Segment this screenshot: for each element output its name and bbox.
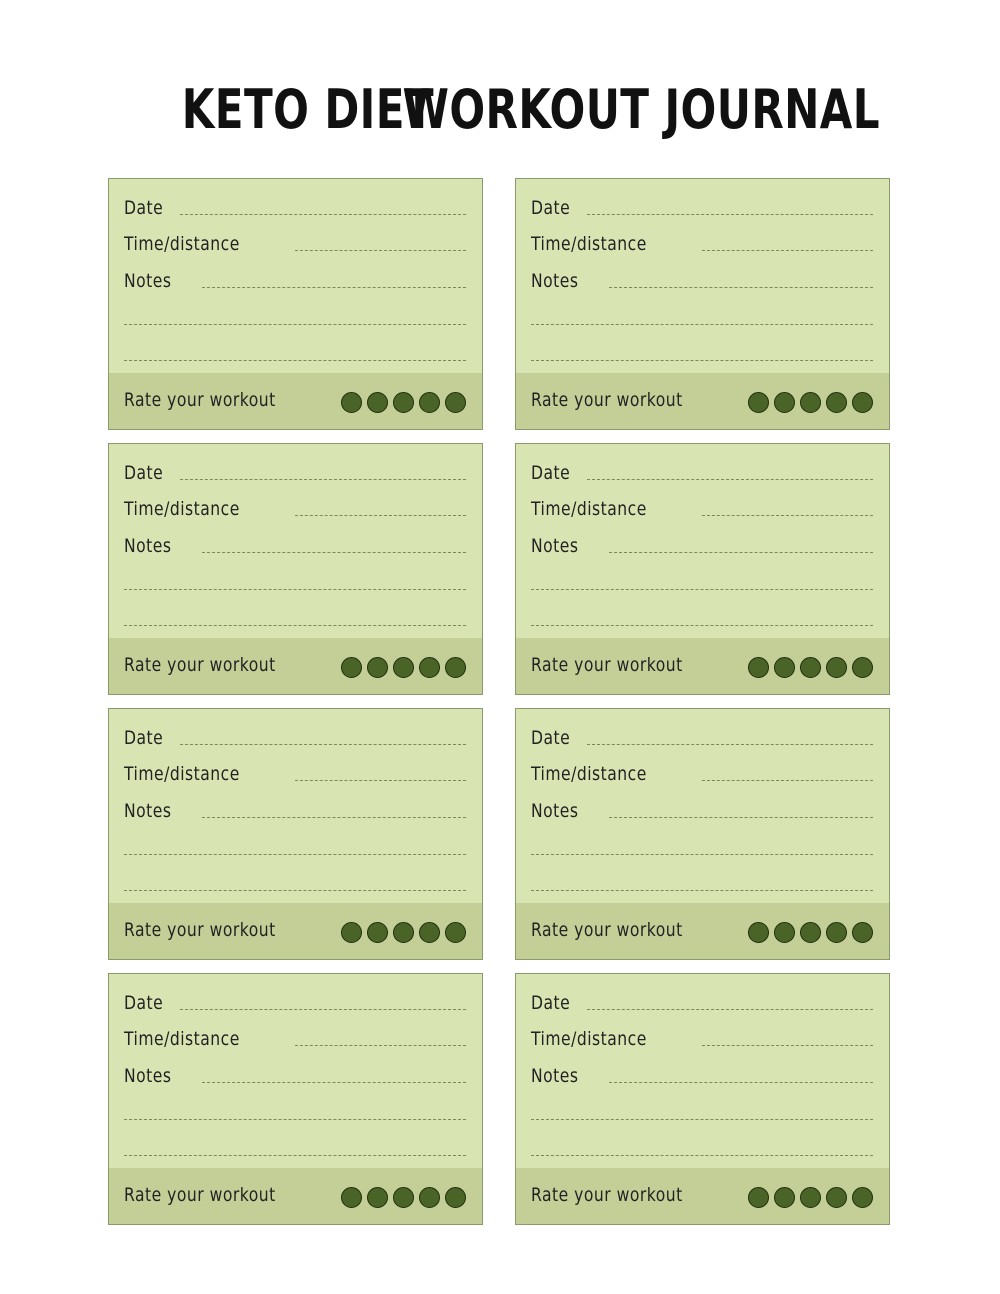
rate-workout-bar [516,1168,889,1224]
rating-dot[interactable] [852,657,873,678]
rate-workout-label: Rate your workout [124,1184,276,1206]
rating-dot[interactable] [393,392,414,413]
rating-dot[interactable] [341,392,362,413]
time-distance-line[interactable] [295,1045,466,1046]
time-distance-row [124,1028,466,1050]
date-row [531,462,873,484]
time-distance-row [531,763,873,785]
workout-entry-card [108,973,483,1225]
date-label: Date [124,197,164,219]
notes-extra-line[interactable] [531,625,873,626]
rate-workout-bar [516,373,889,429]
date-row [124,197,466,219]
rating-dot[interactable] [419,922,440,943]
rating-dot[interactable] [393,1187,414,1208]
time-distance-line[interactable] [702,1045,873,1046]
date-line[interactable] [180,744,466,745]
notes-extra-line[interactable] [531,1119,873,1120]
workout-entry-card [108,178,483,430]
rating-dot[interactable] [774,657,795,678]
rating-dot[interactable] [826,1187,847,1208]
time-distance-row [531,1028,873,1050]
time-distance-line[interactable] [702,250,873,251]
rating-dot[interactable] [445,922,466,943]
notes-extra-line[interactable] [124,589,466,590]
notes-extra-line[interactable] [124,890,466,891]
rating-dots [341,922,466,943]
rate-workout-bar [516,638,889,694]
notes-row [531,535,873,557]
notes-extra-line[interactable] [124,360,466,361]
notes-row [531,800,873,822]
rating-dot[interactable] [800,1187,821,1208]
date-line[interactable] [587,479,873,480]
date-label: Date [124,462,164,484]
date-line[interactable] [180,479,466,480]
notes-extra-line[interactable] [531,890,873,891]
time-distance-row [124,763,466,785]
notes-line[interactable] [609,1082,873,1083]
rating-dots [748,392,873,413]
notes-extra-line[interactable] [531,589,873,590]
notes-line[interactable] [609,287,873,288]
date-row [124,462,466,484]
rating-dot[interactable] [393,922,414,943]
workout-entry-card [515,708,890,960]
date-label: Date [531,462,571,484]
notes-label: Notes [124,270,172,292]
rating-dots [748,657,873,678]
time-distance-label: Time/distance [531,763,647,785]
rate-workout-label: Rate your workout [531,1184,683,1206]
date-row [531,992,873,1014]
rating-dot[interactable] [852,392,873,413]
notes-label: Notes [124,1065,172,1087]
rate-workout-label: Rate your workout [124,654,276,676]
rating-dot[interactable] [748,1187,769,1208]
notes-label: Notes [124,535,172,557]
page-title [110,78,890,148]
rating-dots [341,392,466,413]
notes-row [531,1065,873,1087]
rate-workout-bar [516,903,889,959]
time-distance-line[interactable] [702,780,873,781]
rate-workout-bar [109,1168,482,1224]
date-row [531,197,873,219]
time-distance-label: Time/distance [124,763,240,785]
rating-dot[interactable] [800,657,821,678]
notes-extra-line[interactable] [531,854,873,855]
rating-dot[interactable] [748,922,769,943]
rating-dot[interactable] [800,392,821,413]
rating-dot[interactable] [393,657,414,678]
notes-extra-line[interactable] [531,324,873,325]
notes-extra-line[interactable] [124,1155,466,1156]
notes-extra-line[interactable] [124,854,466,855]
title-workout-journal: WORKOUT JOURNAL [402,78,881,141]
workout-entry-card [108,443,483,695]
notes-row [531,270,873,292]
date-label: Date [124,727,164,749]
rating-dot[interactable] [748,657,769,678]
time-distance-row [124,498,466,520]
rating-dot[interactable] [800,922,821,943]
rating-dot[interactable] [341,1187,362,1208]
rating-dot[interactable] [445,392,466,413]
notes-extra-line[interactable] [531,360,873,361]
date-line[interactable] [587,744,873,745]
rate-workout-bar [109,638,482,694]
rating-dot[interactable] [826,392,847,413]
rate-workout-bar [109,903,482,959]
rating-dot[interactable] [367,922,388,943]
time-distance-line[interactable] [295,515,466,516]
journal-card-grid [108,178,890,1225]
notes-row [124,535,466,557]
rating-dot[interactable] [826,657,847,678]
notes-line[interactable] [202,287,466,288]
rating-dot[interactable] [419,392,440,413]
title-keto-diet: KETO DIET [181,78,435,141]
rating-dots [341,1187,466,1208]
notes-label: Notes [531,535,579,557]
time-distance-line[interactable] [295,780,466,781]
rate-workout-label: Rate your workout [124,919,276,941]
date-label: Date [124,992,164,1014]
date-row [531,727,873,749]
notes-extra-line[interactable] [124,324,466,325]
rating-dot[interactable] [367,1187,388,1208]
time-distance-label: Time/distance [531,233,647,255]
rating-dot[interactable] [445,657,466,678]
notes-extra-line[interactable] [531,1155,873,1156]
time-distance-row [531,498,873,520]
rating-dot[interactable] [774,922,795,943]
time-distance-label: Time/distance [124,233,240,255]
notes-row [124,1065,466,1087]
notes-extra-line[interactable] [124,1119,466,1120]
notes-line[interactable] [609,817,873,818]
notes-line[interactable] [609,552,873,553]
rating-dots [748,1187,873,1208]
time-distance-row [531,233,873,255]
rating-dot[interactable] [852,1187,873,1208]
notes-extra-line[interactable] [124,625,466,626]
date-line[interactable] [587,214,873,215]
date-line[interactable] [587,1009,873,1010]
date-label: Date [531,197,571,219]
time-distance-label: Time/distance [124,498,240,520]
workout-entry-card [515,443,890,695]
time-distance-line[interactable] [295,250,466,251]
rate-workout-label: Rate your workout [124,389,276,411]
rate-workout-label: Rate your workout [531,389,683,411]
rating-dot[interactable] [419,1187,440,1208]
date-row [124,727,466,749]
time-distance-row [124,233,466,255]
rate-workout-label: Rate your workout [531,919,683,941]
notes-line[interactable] [202,552,466,553]
rating-dot[interactable] [852,922,873,943]
workout-entry-card [515,973,890,1225]
rating-dot[interactable] [826,922,847,943]
notes-row [124,270,466,292]
rating-dot[interactable] [445,1187,466,1208]
rate-workout-bar [109,373,482,429]
rate-workout-label: Rate your workout [531,654,683,676]
workout-entry-card [515,178,890,430]
rating-dot[interactable] [419,657,440,678]
time-distance-label: Time/distance [531,1028,647,1050]
rating-dot[interactable] [341,657,362,678]
notes-row [124,800,466,822]
rating-dot[interactable] [341,922,362,943]
date-line[interactable] [180,214,466,215]
rating-dots [748,922,873,943]
notes-label: Notes [531,800,579,822]
workout-entry-card [108,708,483,960]
time-distance-label: Time/distance [124,1028,240,1050]
rating-dots [341,657,466,678]
date-label: Date [531,727,571,749]
date-label: Date [531,992,571,1014]
rating-dot[interactable] [367,392,388,413]
date-line[interactable] [180,1009,466,1010]
notes-label: Notes [124,800,172,822]
rating-dot[interactable] [367,657,388,678]
notes-line[interactable] [202,1082,466,1083]
rating-dot[interactable] [748,392,769,413]
time-distance-label: Time/distance [531,498,647,520]
rating-dot[interactable] [774,392,795,413]
date-row [124,992,466,1014]
notes-line[interactable] [202,817,466,818]
notes-label: Notes [531,1065,579,1087]
rating-dot[interactable] [774,1187,795,1208]
notes-label: Notes [531,270,579,292]
time-distance-line[interactable] [702,515,873,516]
